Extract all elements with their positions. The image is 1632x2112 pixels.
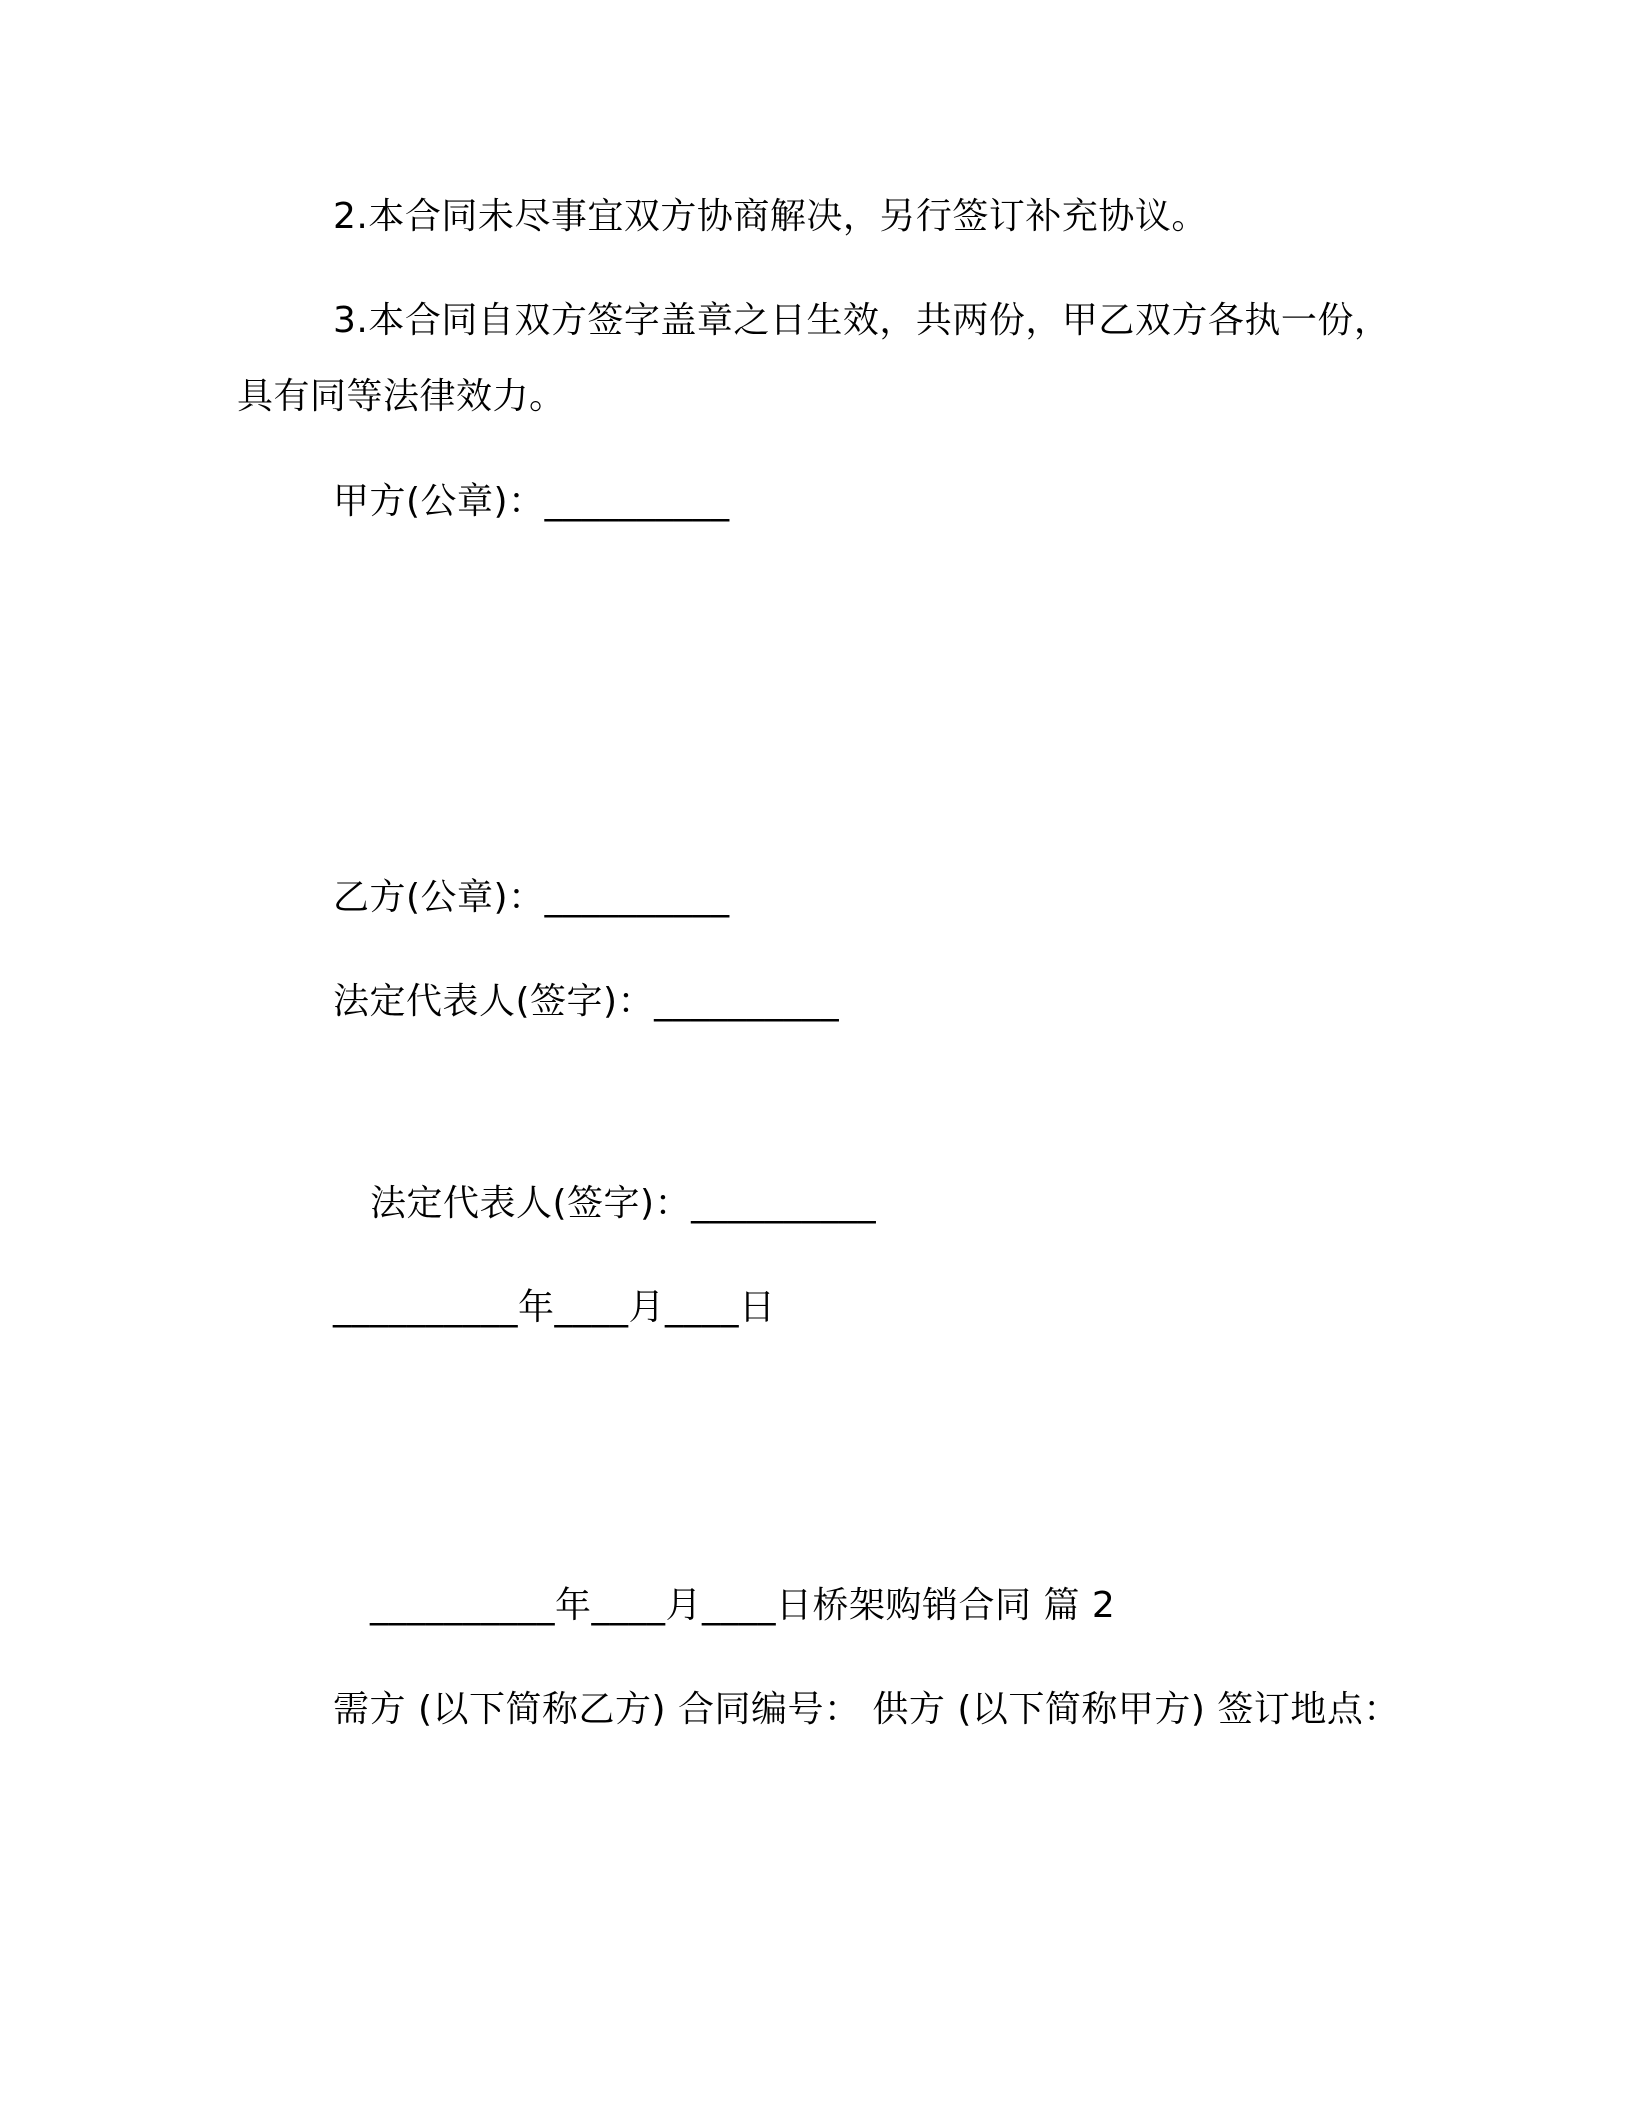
legal-representative-field: 法定代表人(签字)：__________: [333, 981, 840, 1022]
clause-3-line-1: 3.本合同自双方签字盖章之日生效，共两份，甲乙双方各执一份，: [333, 300, 1391, 341]
party-a-seal-field: 甲方(公章)：__________: [333, 481, 730, 522]
legal-representative-field-2: 法定代表人(签字)：__________: [370, 1183, 877, 1224]
section-title: __________年____月____日桥架购销合同 篇 2: [370, 1585, 1116, 1626]
signing-date-line: __________年____月____日: [333, 1287, 776, 1328]
party-b-seal-field: 乙方(公章)：__________: [333, 877, 730, 918]
clause-2: 2.本合同未尽事宜双方协商解决，另行签订补充协议。: [333, 196, 1208, 237]
parties-info-line: 需方 (以下简称乙方) 合同编号： 供方 (以下简称甲方) 签订地点：: [333, 1689, 1400, 1730]
clause-3-line-2: 具有同等法律效力。: [237, 376, 566, 417]
